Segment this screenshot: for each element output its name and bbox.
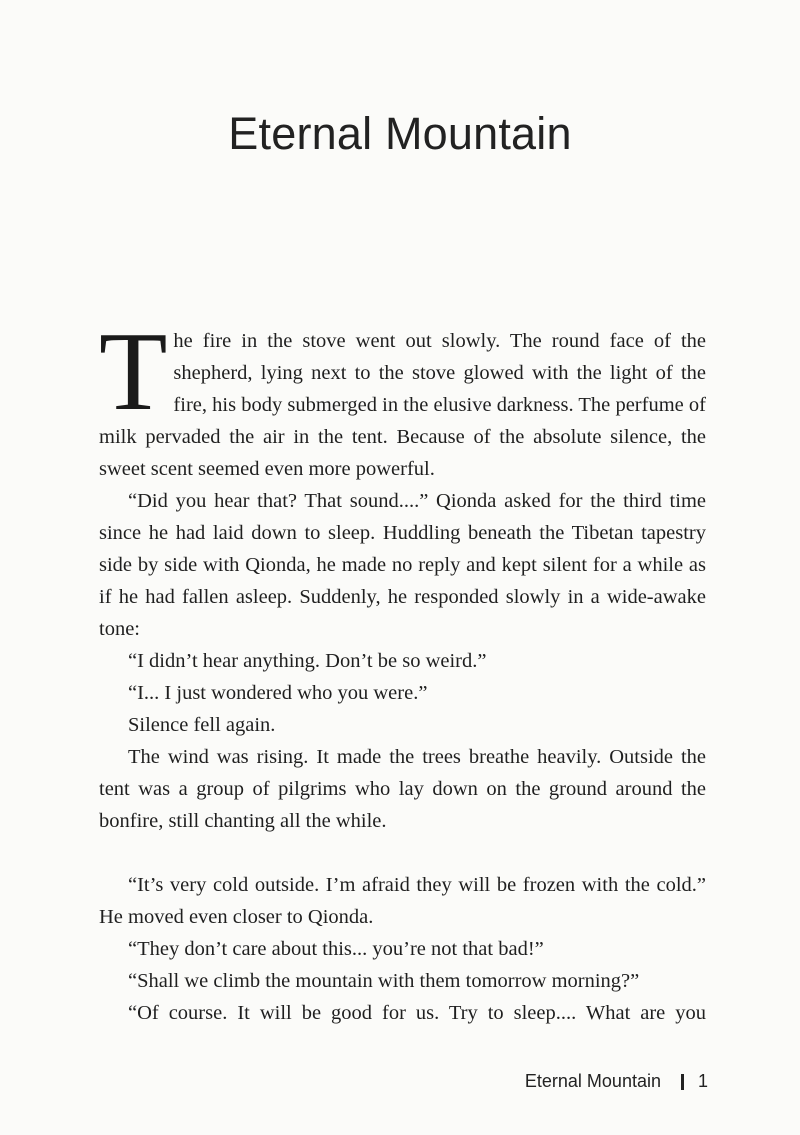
paragraph-5: Silence fell again.: [128, 714, 276, 736]
page-footer: [525, 1071, 708, 1092]
footer-divider: [681, 1074, 684, 1090]
paragraph-1-text: he fire in the stove went out slowly. The round face of the shepherd, lying next to the stove glowed with the light of the fire, his body submerged in the elusive darkness. The perfume of milk pervaded the air in the tent. Because of the absolute silence, the sweet scent seemed even more powerful.: [99, 330, 706, 480]
chapter-title: Eternal Mountain: [228, 108, 572, 160]
paragraph-7: “It’s very cold outside. I’m afraid they will be frozen with the cold.” He moved even closer to Qionda.: [99, 874, 706, 928]
paragraph-10: “Of course. It will be good for us. Try to sleep.... What are you: [128, 1002, 706, 1024]
chapter-body: [99, 310, 706, 1029]
paragraph-1: [99, 310, 706, 485]
paragraph-4: “I... I just wondered who you were.”: [128, 682, 428, 704]
page-number: 1: [697, 1071, 708, 1091]
paragraph-6: The wind was rising. It made the trees breathe heavily. Outside the tent was a group of pilgrims who lay down on the ground around the bonfire, still chanting all the while.: [99, 746, 706, 832]
running-title: Eternal Mountain: [524, 1071, 661, 1091]
paragraph-9: “Shall we climb the mountain with them tomorrow morning?”: [128, 970, 640, 992]
paragraph-8: “They don’t care about this... you’re not that bad!”: [128, 938, 544, 960]
paragraph-3: “I didn’t hear anything. Don’t be so weird.”: [128, 650, 487, 672]
paragraph-2: “Did you hear that? That sound....” Qionda asked for the third time since he had laid down to sleep. Huddling beneath the Tibetan tapestry side by side with Qionda, he made no reply and kept silent for a while as if he had fallen asleep. Suddenly, he responded slowly in a wide-awake tone:: [99, 490, 706, 640]
drop-cap: T: [99, 310, 168, 434]
